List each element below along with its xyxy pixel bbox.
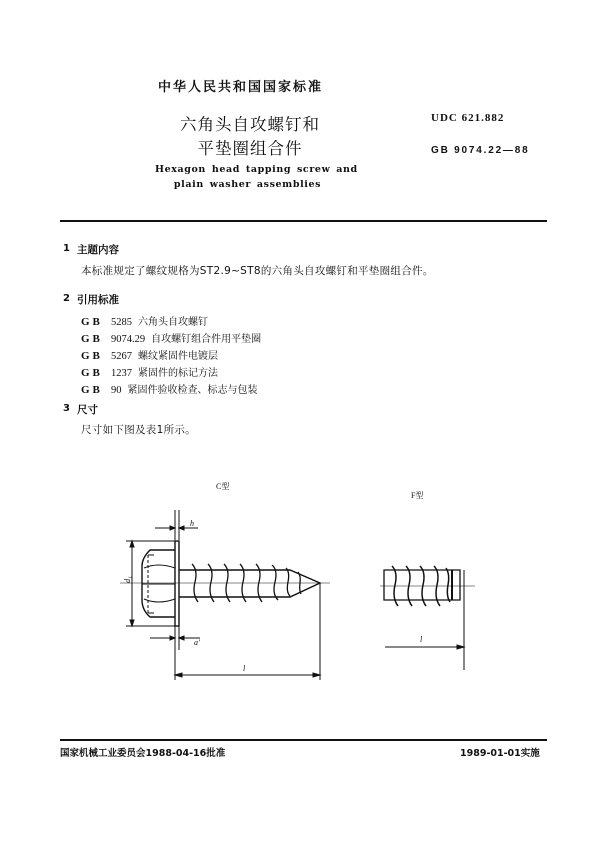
reference-title: 紧固件验收检查、标志与包装 [127,385,258,396]
approval-date: 国家机械工业委员会1988-04-16批准 [60,748,226,759]
dimension-label-d1: d₁ [122,576,132,583]
reference-title: 螺纹紧固件电镀层 [138,351,218,362]
dimension-label-l-type-f: l [420,635,423,644]
reference-title: 六角头自攻螺钉 [138,317,208,328]
document-title-en [155,162,358,192]
reference-prefix: GB [81,316,103,328]
reference-code: 5285 [111,317,132,328]
udc-code: UDC 621.882 [431,112,505,124]
reference-code: 5267 [111,351,132,362]
title-cn-line2: 平垫圈组合件 [197,139,303,158]
reference-code: 1237 [111,368,132,379]
section-3-number: 3 [63,403,70,414]
dimension-label-h: h [190,519,194,528]
header-divider [60,220,547,222]
reference-prefix: GB [81,384,103,396]
title-cn-line1: 六角头自攻螺钉和 [180,115,320,134]
dimension-label-a: a' [194,638,200,647]
reference-title: 紧固件的标记方法 [138,368,218,379]
reference-item [81,313,208,328]
reference-item [81,381,258,396]
dimension-label-l: l [243,664,246,673]
issuing-standard-body: 中华人民共和国国家标准 [158,80,324,95]
title-en-line2: plain washer assemblies [173,179,322,190]
figure-label-type-c: C型 [216,482,230,491]
section-2-number: 2 [63,293,70,304]
reference-item [81,364,218,379]
section-1-title: 主题内容 [77,244,119,256]
type-f-screw-end-drawing [380,560,480,680]
section-1-number: 1 [63,243,70,254]
section-2-title: 引用标准 [77,294,119,306]
reference-code: 9074.29 [111,334,146,345]
standard-number: GB 9074.22—88 [431,145,530,156]
title-en-line1: Hexagon head tapping screw and [155,164,358,175]
reference-prefix: GB [81,350,103,362]
type-c-screw-drawing [120,510,340,690]
footer-divider [60,739,547,741]
reference-prefix: GB [81,333,103,345]
reference-item [81,347,218,362]
section-3-body: 尺寸如下图及表1所示。 [81,424,196,436]
reference-code: 90 [111,385,122,396]
section-1-body: 本标准规定了螺纹规格为ST2.9~ST8的六角头自攻螺钉和平垫圈组合件。 [81,265,434,277]
reference-title: 自攻螺钉组合件用平垫圈 [151,334,262,345]
reference-item [81,330,261,345]
document-title-cn [170,113,330,161]
reference-prefix: GB [81,367,103,379]
section-3-title: 尺寸 [77,404,98,416]
figure-label-type-f: F型 [411,491,424,500]
effective-date: 1989-01-01实施 [460,748,540,759]
